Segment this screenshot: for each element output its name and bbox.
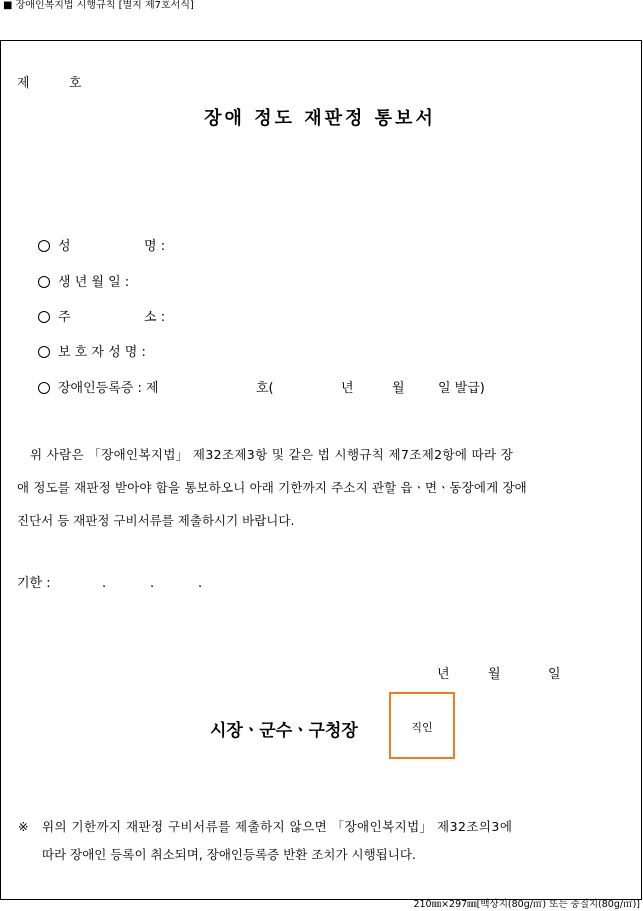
date-month: 월 [488,667,501,682]
document-title: 장애 정도 재판정 통보서 [204,108,436,129]
bullet-circle-icon [38,382,50,394]
field-birthdate-label: 생 년 월 일 : [58,275,130,290]
body-line-2: 애 정도를 재판정 받아야 함을 통보하오니 아래 기한까지 주소지 관할 읍ㆍ면ㆍ동장에게 장애 [17,480,527,495]
deadline-dot-3: . [198,576,203,591]
field-name [38,239,71,255]
field-name-label-b: 명 : [144,239,166,254]
deadline-label: 기한 : [17,576,51,591]
note-line-1: 위의 기한까지 재판정 구비서류를 제출하지 않으면 「장애인복지법」 제32조의3에 [42,819,513,834]
date-day: 일 [548,667,561,682]
field-guardian-label: 보 호 자 성 명 : [58,345,146,360]
note-mark: ※ [18,819,29,834]
field-address [38,310,71,326]
field-registration-label: 장애인등록증 : 제 [58,381,159,396]
field-address-label-b: 소 : [144,310,166,325]
body-line-1: 위 사람은 「장애인복지법」 제32조제3항 및 같은 법 시행규칙 제7조제2항에 따라 장 [30,447,514,462]
deadline-dot-2: . [150,576,155,591]
field-address-label-a: 주 [58,310,71,325]
field-registration-year: 년 [341,381,354,396]
doc-number-prefix: 제 [17,76,30,91]
official-seal-box [389,692,455,759]
field-registration-month: 월 [392,381,405,396]
bullet-circle-icon [38,346,50,358]
form-header: ■ 장애인복지법 시행규칙 [별지 제7호서식] [3,0,194,11]
paper-spec-footer: 210㎜×297㎜[백상지(80g/㎡) 또는 중질지(80g/㎡)] [413,899,640,910]
field-registration-day: 일 발급) [438,381,485,396]
note-line-2: 따라 장애인 등록이 취소되며, 장애인등록증 반환 조치가 시행됩니다. [42,847,416,862]
bullet-circle-icon [38,240,50,252]
bullet-circle-icon [38,276,50,288]
deadline-dot-1: . [102,576,107,591]
field-birthdate [38,275,129,291]
field-registration [38,381,159,397]
official-seal-label: 직인 [411,721,433,734]
field-name-label-a: 성 [58,239,71,254]
bullet-circle-icon [38,311,50,323]
doc-number-suffix: 호 [69,76,82,91]
signer-title: 시장ㆍ군수ㆍ구청장 [210,721,358,741]
field-guardian [38,345,146,361]
date-year: 년 [437,667,450,682]
body-line-3: 진단서 등 재판정 구비서류를 제출하시기 바랍니다. [17,513,295,528]
field-registration-mid: 호( [256,381,274,396]
